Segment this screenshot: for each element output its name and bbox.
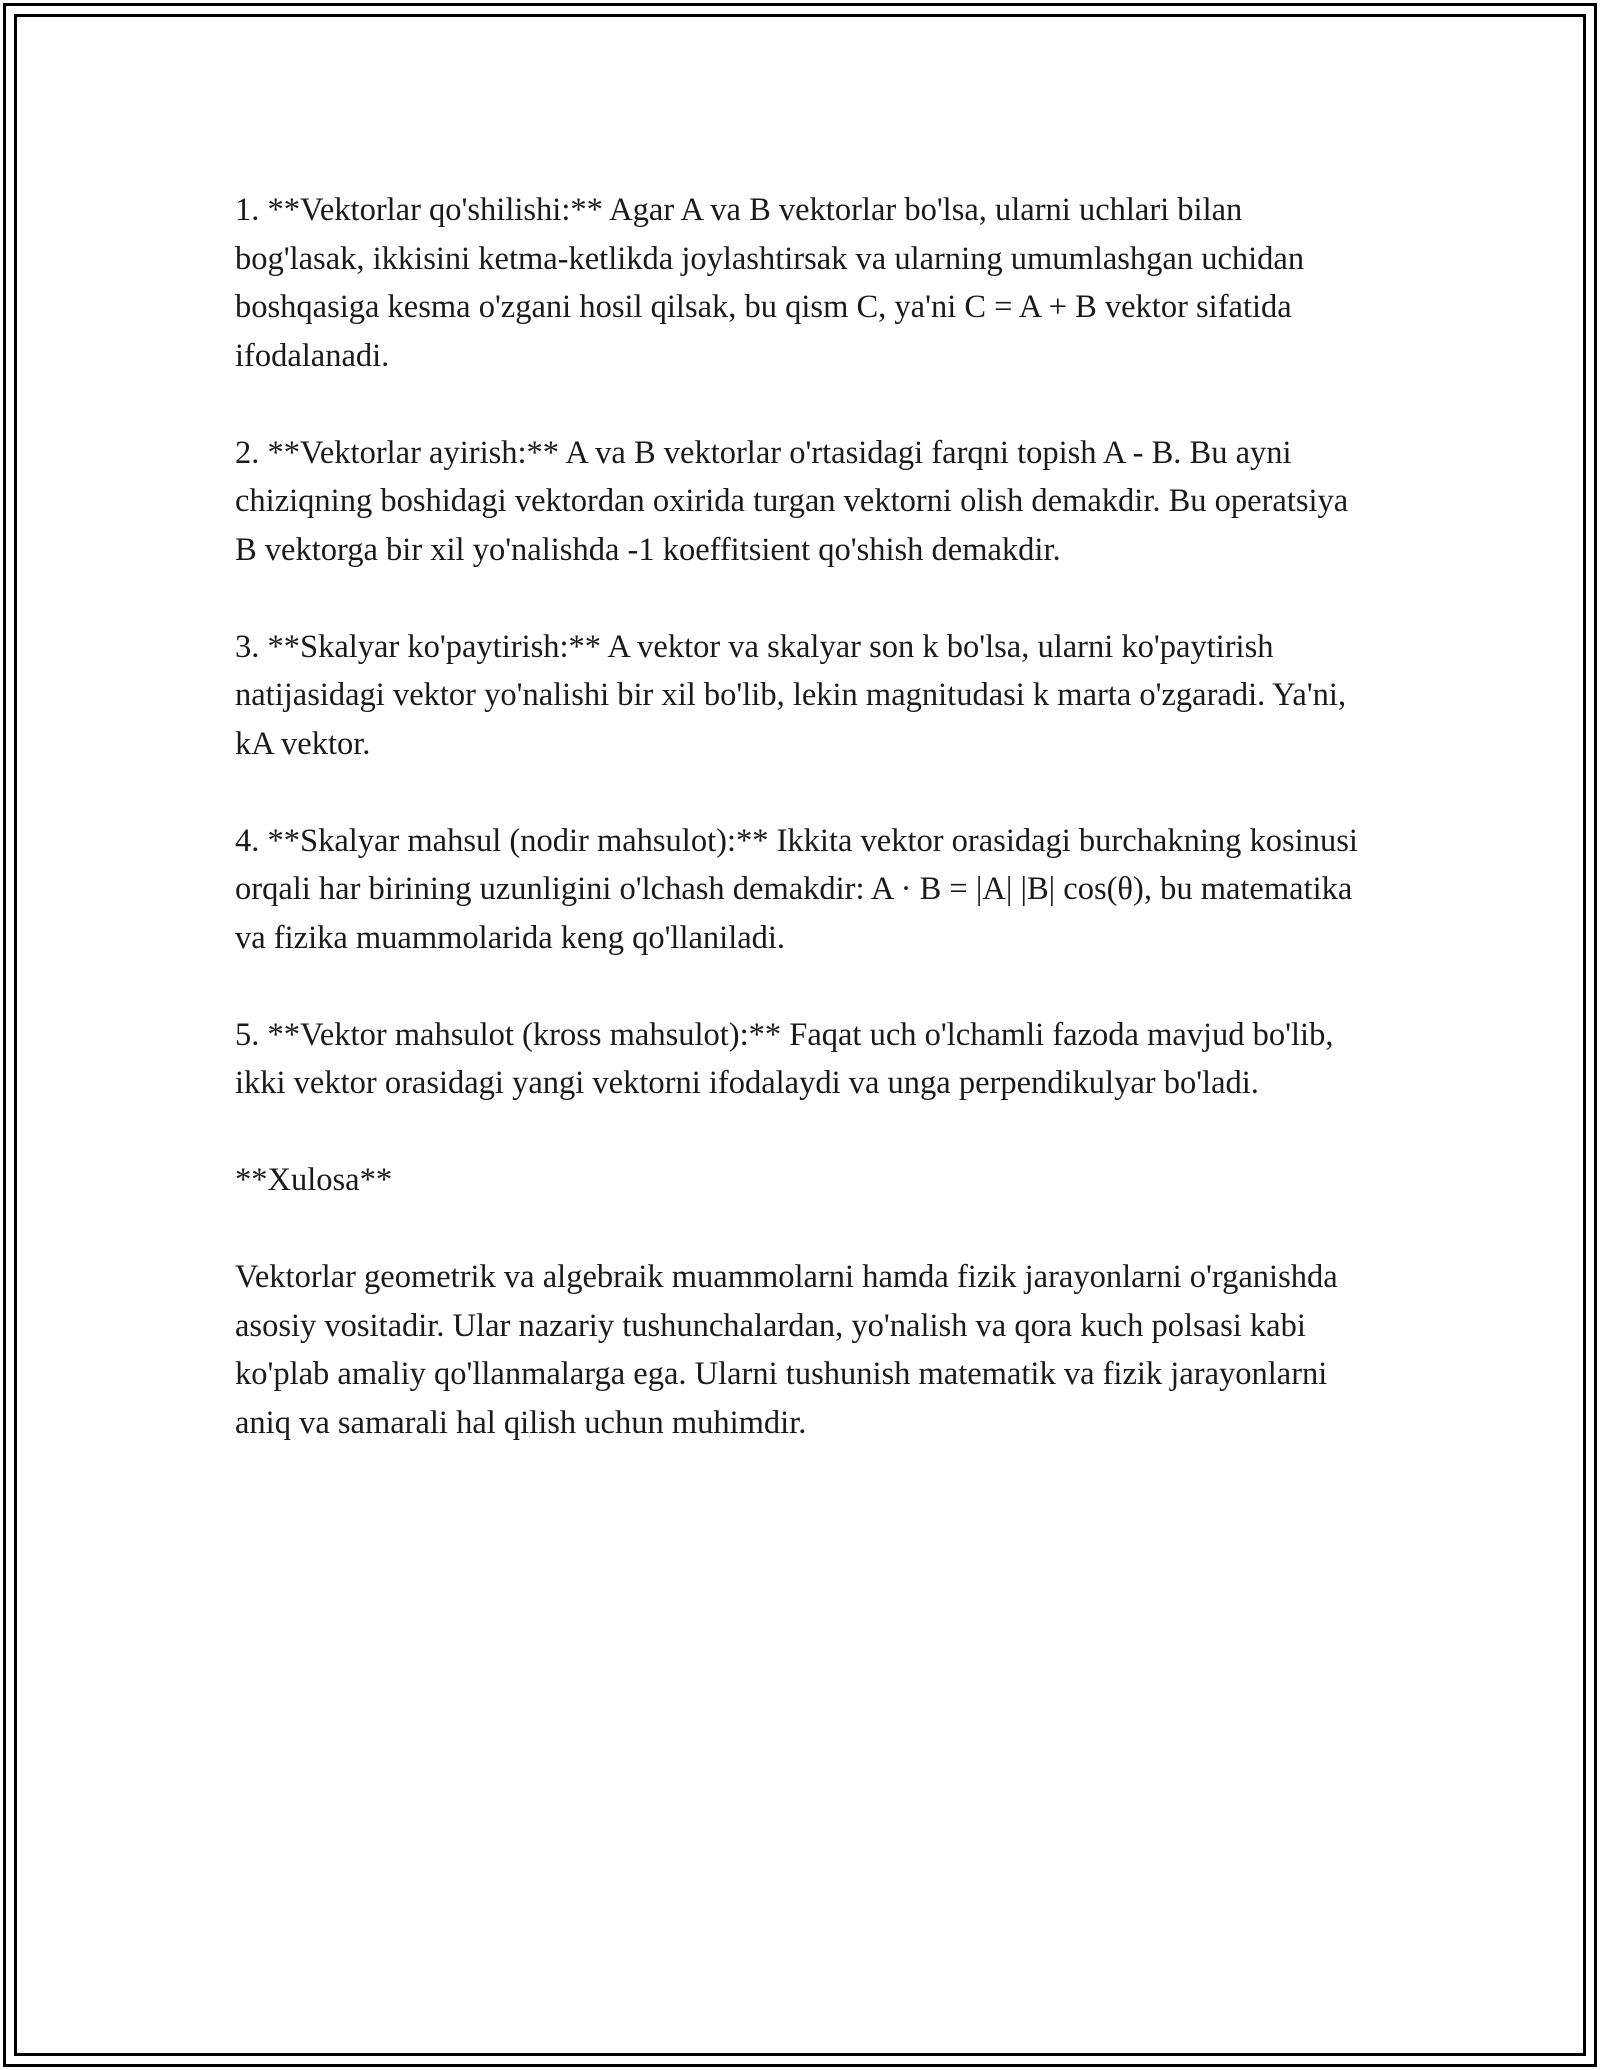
paragraph-cross-product: 5. **Vektor mahsulot (kross mahsulot):** Faqat uch o'lchamli fazoda mavjud bo'lib, ikki vektor orasidagi yangi vektorni ifodalaydi va unga perpendikulyar bo'ladi.: [235, 1016, 1334, 1101]
paragraph-vector-subtraction: 2. **Vektorlar ayirish:** A va B vektorlar o'rtasidagi farqni topish A - B. Bu ayni chiziqning boshidagi vektordan oxirida turgan vektorni olish demakdir. Bu operatsiya B vektorga bir xil yo'nalishda -1 koeffitsient qo'shish demakdir.: [235, 434, 1349, 568]
paragraph-dot-product: 4. **Skalyar mahsul (nodir mahsulot):** Ikkita vektor orasidagi burchakning kosinusi orqali har birining uzunligini o'lchash demakdir: A · B = |A| |B| cos(θ), bu matematika va fizika muammolarida keng qo'llaniladi.: [235, 822, 1358, 956]
paragraph-scalar-multiplication: 3. **Skalyar ko'paytirish:** A vektor va skalyar son k bo'lsa, ularni ko'paytirish natijasidagi vektor yo'nalishi bir xil bo'lib, lekin magnitudasi k marta o'zgaradi. Ya'ni, kA vektor.: [235, 628, 1347, 762]
paragraph-conclusion: Vektorlar geometrik va algebraik muammolarni hamda fizik jarayonlarni o'rganishda asosiy vositadir. Ular nazariy tushunchalardan, yo'nalish va qora kuch polsasi kabi ko'plab amaliy qo'llanmalarga ega. Ularni tushunish matematik va fizik jarayonlarni aniq va samarali hal qilish uchun muhimdir.: [235, 1259, 1338, 1441]
conclusion-heading: **Xulosa**: [235, 1162, 393, 1198]
paragraph-vector-addition: 1. **Vektorlar qo'shilishi:** Agar A va B vektorlar bo'lsa, ularni uchlari bilan bog'lasak, ikkisini ketma-ketlikda joylashtirsak va ularning umumlashgan uchidan boshqasiga kesma o'zgani hosil qilsak, bu qism C, ya'ni C = A + B vektor sifatida ifodalanadi.: [235, 192, 1305, 374]
document-body: [235, 186, 1375, 1496]
